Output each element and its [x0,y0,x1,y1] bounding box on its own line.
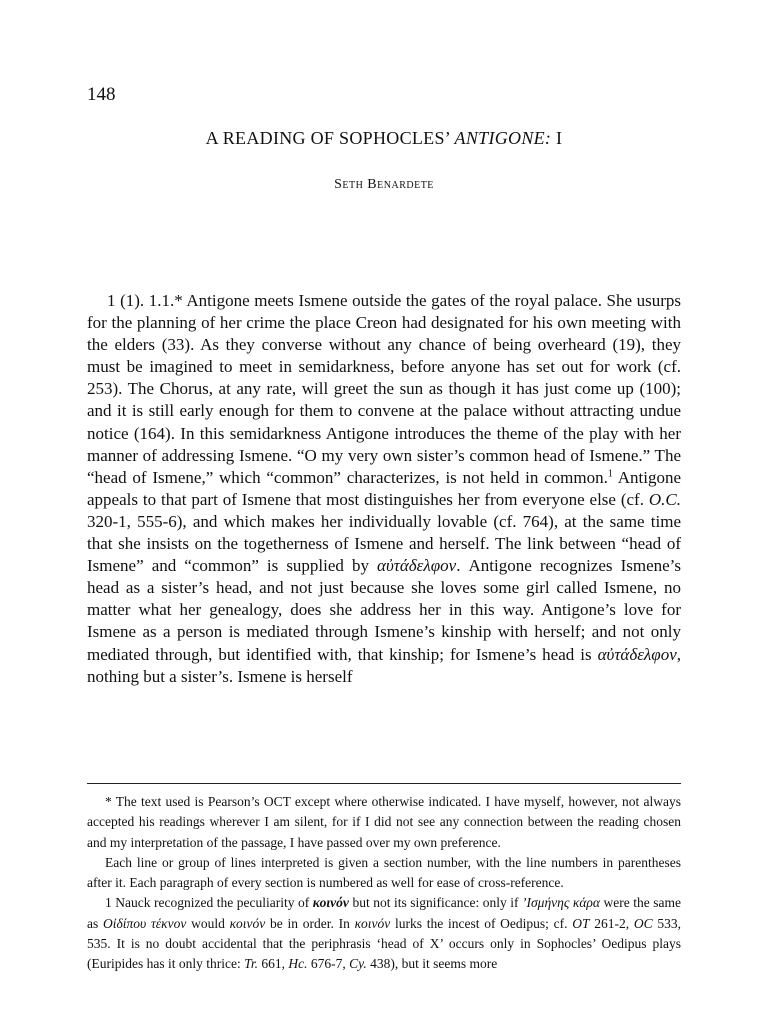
title-suffix: I [551,128,563,148]
body-citation-oc: O.C. [648,489,681,509]
citation-hc: Hc. [288,956,308,972]
body-text-2: Antigone appeals to that part of Ismene that most distinguishes her from everyone else (cf. [87,467,681,509]
footnote-text: but not its significance: only if [348,895,523,911]
footnote-text: lurks the incest of Oedipus; cf. [390,915,573,931]
greek-word: αὐτάδελφον [377,556,457,576]
author-name: Seth Benardete [334,177,434,192]
footnote-text: Nauck recognized the peculiarity of [111,895,313,911]
citation-cy: Cy. [349,956,367,972]
footnotes [87,792,681,975]
greek-word: Οἰδίπου τέκνον [102,915,187,931]
title-italic: ANTIGONE: [454,128,552,148]
footnote-text: be in order. In [265,915,355,931]
body-text-5: , nothing but a sister’s. Ismene is herself [87,644,681,686]
footnote-text: 661, [258,956,289,972]
footnote-text: were the same as [87,895,681,931]
footnote-text: 533, 535. It is no doubt accidental that the periphrasis ‘head of X’ occurs only in Sophocles’ Oedipus plays (Euripides has it only thrice: [87,915,682,972]
body-text-3: 320-1, 555-6), and which makes her individually lovable (cf. 764), at the same time that she insists on the togetherness of Ismene and herself. The link between “head of Ismene” and “common” is supplied by [87,511,681,576]
greek-word: ’Ισμήνης κάρα [522,895,600,911]
footnote-text: 261-2, [589,915,634,931]
page-number: 148 [87,84,116,105]
greek-word: κοινόν [354,915,391,931]
footnote-number: 1 [105,895,112,911]
footnote-asterisk: * The text used is Pearson’s OCT except where otherwise indicated. I have myself, however, not always accepted his readings wherever I am silent, for if I did not see any connection between the reading chosen and my interpretation of the passage, I have passed over my own preference. [87,794,681,850]
body-paragraph [87,290,681,688]
footnote-1 [87,893,681,974]
greek-word: αὐτάδελφον [597,644,677,664]
greek-word: κοινόν [312,895,349,911]
footnote-ref: 1 [607,468,613,480]
footnote-divider [87,783,681,784]
body-text-1: 1 (1). 1.1.* Antigone meets Ismene outside the gates of the royal palace. She usurps for the planning of her crime the place Creon had designated for his own meeting with the elders (33). As they converse without any chance of being overheard (19), they must be imagined to meet in semidarkness, before anyone has set out for work (cf. 253). The Chorus, at any rate, will greet the sun as though it has just come up (100); and it is still early enough for them to convene at the palace without attracting undue notice (164). In this semidarkness Antigone introduces the theme of the play with her manner of addressing Ismene. “O my very own sister’s common head of Ismene.” The “head of Ismene,” which “common” characterizes, is not held in common. [87,291,681,487]
title-prefix: A READING OF SOPHOCLES’ [205,128,455,148]
footnote-text: 676-7, [307,956,350,972]
citation-tr: Tr. [244,956,258,972]
body-text-4: . Antigone recognizes Ismene’s head as a sister’s head, and not just because she loves some girl called Ismene, no matter what her genealogy, does she address her in this way. Antigone’s love for Ismene as a person is mediated through Ismene’s kinship with herself; and not only mediated through, but identified with, that kinship; for Ismene’s head is [87,556,681,664]
citation-oc: OC [633,915,653,931]
article-title [0,128,768,149]
citation-ot: OT [572,915,590,931]
greek-word: κοινόν [229,915,266,931]
footnote-text: would [186,915,230,931]
footnote-section-numbering: Each line or group of lines interpreted is given a section number, with the line numbers in parentheses after it. Each paragraph of every section is numbered as well for ease of cross-reference. [87,854,681,891]
footnote-text: 438), but it seems more [366,956,498,972]
